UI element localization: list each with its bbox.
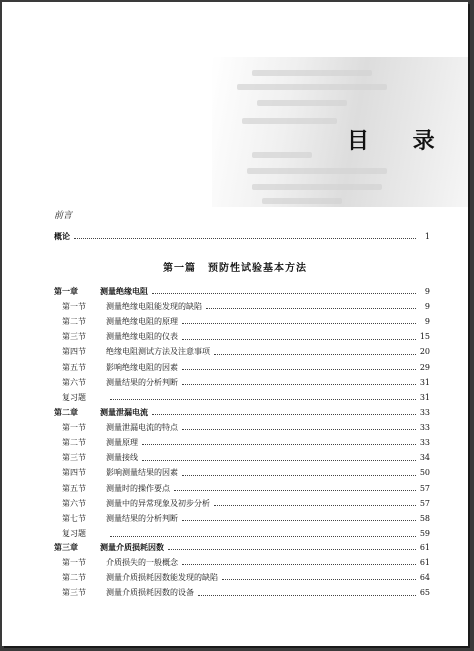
section-entry[interactable] bbox=[54, 330, 430, 344]
decorative-line bbox=[262, 198, 342, 204]
page-number: 58 bbox=[419, 513, 430, 523]
section-entry[interactable] bbox=[54, 481, 430, 495]
entry-number: 第四节 bbox=[62, 347, 86, 357]
entry-title: 测量绝缘电阻能发现的缺陷 bbox=[106, 301, 202, 311]
decorative-line bbox=[252, 70, 372, 76]
entry-number: 第三节 bbox=[62, 332, 86, 342]
entry-number: 第二节 bbox=[62, 437, 86, 447]
decorative-line bbox=[242, 118, 337, 124]
leader-dots bbox=[142, 443, 416, 445]
section-entry[interactable] bbox=[54, 570, 430, 584]
leader-dots bbox=[198, 594, 416, 596]
leader-dots bbox=[152, 413, 416, 415]
entry-number: 第七节 bbox=[62, 513, 86, 523]
entry-title: 绝缘电阻测试方法及注意事项 bbox=[106, 347, 210, 357]
page-number: 57 bbox=[419, 483, 430, 493]
entry-title: 测量结果的分析判断 bbox=[106, 513, 178, 523]
entry-number: 第二节 bbox=[62, 572, 86, 582]
entry-title: 测量泄漏电流 bbox=[100, 406, 148, 417]
decorative-line bbox=[252, 184, 382, 190]
section-entry[interactable] bbox=[54, 527, 430, 541]
leader-dots bbox=[152, 292, 416, 294]
entry-number: 第四节 bbox=[62, 468, 86, 478]
entry-title: 测量泄漏电流的特点 bbox=[106, 422, 178, 432]
decorative-line bbox=[247, 168, 387, 174]
section-entry[interactable] bbox=[54, 511, 430, 525]
page-number: 31 bbox=[419, 377, 430, 387]
leader-dots bbox=[182, 563, 416, 565]
entry-title: 测量原理 bbox=[106, 437, 138, 447]
entry-number: 第一节 bbox=[62, 422, 86, 432]
section-entry[interactable] bbox=[54, 420, 430, 434]
entry-number: 第二章 bbox=[54, 406, 78, 417]
section-entry[interactable] bbox=[54, 360, 430, 374]
entry-title: 影响绝缘电阻的因素 bbox=[106, 362, 178, 372]
leader-dots bbox=[214, 353, 416, 355]
entry-number: 第三章 bbox=[54, 541, 78, 552]
page-number: 50 bbox=[419, 468, 430, 478]
chapter-entry[interactable] bbox=[54, 284, 430, 298]
page-number: 34 bbox=[419, 453, 430, 463]
section-entry[interactable] bbox=[54, 451, 430, 465]
part-heading bbox=[2, 259, 468, 274]
page-number: 9 bbox=[424, 316, 430, 326]
leader-dots bbox=[182, 428, 416, 430]
page-number: 65 bbox=[419, 588, 430, 598]
page-number: 64 bbox=[419, 572, 430, 582]
entry-number: 第五节 bbox=[62, 483, 86, 493]
overview-entry[interactable] bbox=[54, 229, 430, 243]
entry-title: 测量结果的分析判断 bbox=[106, 377, 178, 387]
leader-dots bbox=[168, 548, 416, 550]
page-number: 61 bbox=[419, 542, 430, 552]
section-entry[interactable] bbox=[54, 375, 430, 389]
page-number: 9 bbox=[424, 286, 430, 296]
overview-title: 概论 bbox=[54, 230, 70, 241]
leader-dots bbox=[182, 474, 416, 476]
toc-title: 目 录 bbox=[347, 128, 453, 154]
leader-dots bbox=[182, 322, 416, 324]
leader-dots bbox=[174, 489, 416, 491]
page-number: 20 bbox=[419, 347, 430, 357]
section-entry[interactable] bbox=[54, 314, 430, 328]
page-number: 31 bbox=[419, 392, 430, 402]
section-entry[interactable] bbox=[54, 390, 430, 404]
entry-title: 影响测量结果的因素 bbox=[106, 468, 178, 478]
page-number: 33 bbox=[419, 422, 430, 432]
section-entry[interactable] bbox=[54, 345, 430, 359]
page-number: 29 bbox=[419, 362, 430, 372]
entry-number: 第一节 bbox=[62, 557, 86, 567]
leader-dots bbox=[74, 237, 416, 239]
decorative-line bbox=[257, 100, 347, 106]
document-page bbox=[2, 2, 468, 646]
page-number: 59 bbox=[419, 529, 430, 539]
section-entry[interactable] bbox=[54, 466, 430, 480]
leader-dots bbox=[182, 383, 416, 385]
leader-dots bbox=[182, 519, 416, 521]
page-number: 33 bbox=[419, 437, 430, 447]
entry-title: 测量介质损耗因数能发现的缺陷 bbox=[106, 572, 218, 582]
entry-title: 测量介质损耗因数 bbox=[100, 541, 164, 552]
section-entry[interactable] bbox=[54, 435, 430, 449]
leader-dots bbox=[110, 535, 416, 537]
entry-title: 测量介质损耗因数的设备 bbox=[106, 588, 194, 598]
entry-number: 第二节 bbox=[62, 316, 86, 326]
leader-dots bbox=[182, 368, 416, 370]
page-number: 15 bbox=[419, 332, 430, 342]
entry-number: 第五节 bbox=[62, 362, 86, 372]
entry-title: 测量绝缘电阻的原理 bbox=[106, 316, 178, 326]
leader-dots bbox=[142, 459, 416, 461]
decorative-line bbox=[252, 152, 312, 158]
section-entry[interactable] bbox=[54, 586, 430, 600]
entry-number: 复习题 bbox=[62, 529, 86, 539]
entry-title: 测量绝缘电阻的仪表 bbox=[106, 332, 178, 342]
page-number: 57 bbox=[419, 498, 430, 508]
entry-title: 测量绝缘电阻 bbox=[100, 285, 148, 296]
entry-number: 复习题 bbox=[62, 392, 86, 402]
entry-number: 第一节 bbox=[62, 301, 86, 311]
leader-dots bbox=[206, 307, 416, 309]
leader-dots bbox=[110, 398, 416, 400]
section-entry[interactable] bbox=[54, 299, 430, 313]
entry-title: 介质损失的一般概念 bbox=[106, 557, 178, 567]
chapter-entry[interactable] bbox=[54, 405, 430, 419]
page-number: 61 bbox=[419, 557, 430, 567]
section-entry[interactable] bbox=[54, 496, 430, 510]
preface-heading: 前言 bbox=[54, 211, 73, 221]
entry-title: 测量中的异常现象及初步分析 bbox=[106, 498, 210, 508]
entry-number: 第三节 bbox=[62, 588, 86, 598]
page-number: 33 bbox=[419, 407, 430, 417]
entry-title: 测量接线 bbox=[106, 453, 138, 463]
leader-dots bbox=[214, 504, 416, 506]
page-number: 9 bbox=[424, 301, 430, 311]
entry-number: 第三节 bbox=[62, 453, 86, 463]
entry-number: 第六节 bbox=[62, 498, 86, 508]
part-title: 预防性试验基本方法 bbox=[208, 263, 307, 274]
page-number: 1 bbox=[424, 231, 430, 241]
leader-dots bbox=[222, 578, 416, 580]
section-entry[interactable] bbox=[54, 555, 430, 569]
entry-number: 第六节 bbox=[62, 377, 86, 387]
entry-title: 测量时的操作要点 bbox=[106, 483, 170, 493]
part-number: 第一篇 bbox=[163, 263, 196, 274]
entry-number: 第一章 bbox=[54, 285, 78, 296]
chapter-entry[interactable] bbox=[54, 540, 430, 554]
decorative-line bbox=[237, 84, 387, 90]
leader-dots bbox=[182, 338, 416, 340]
